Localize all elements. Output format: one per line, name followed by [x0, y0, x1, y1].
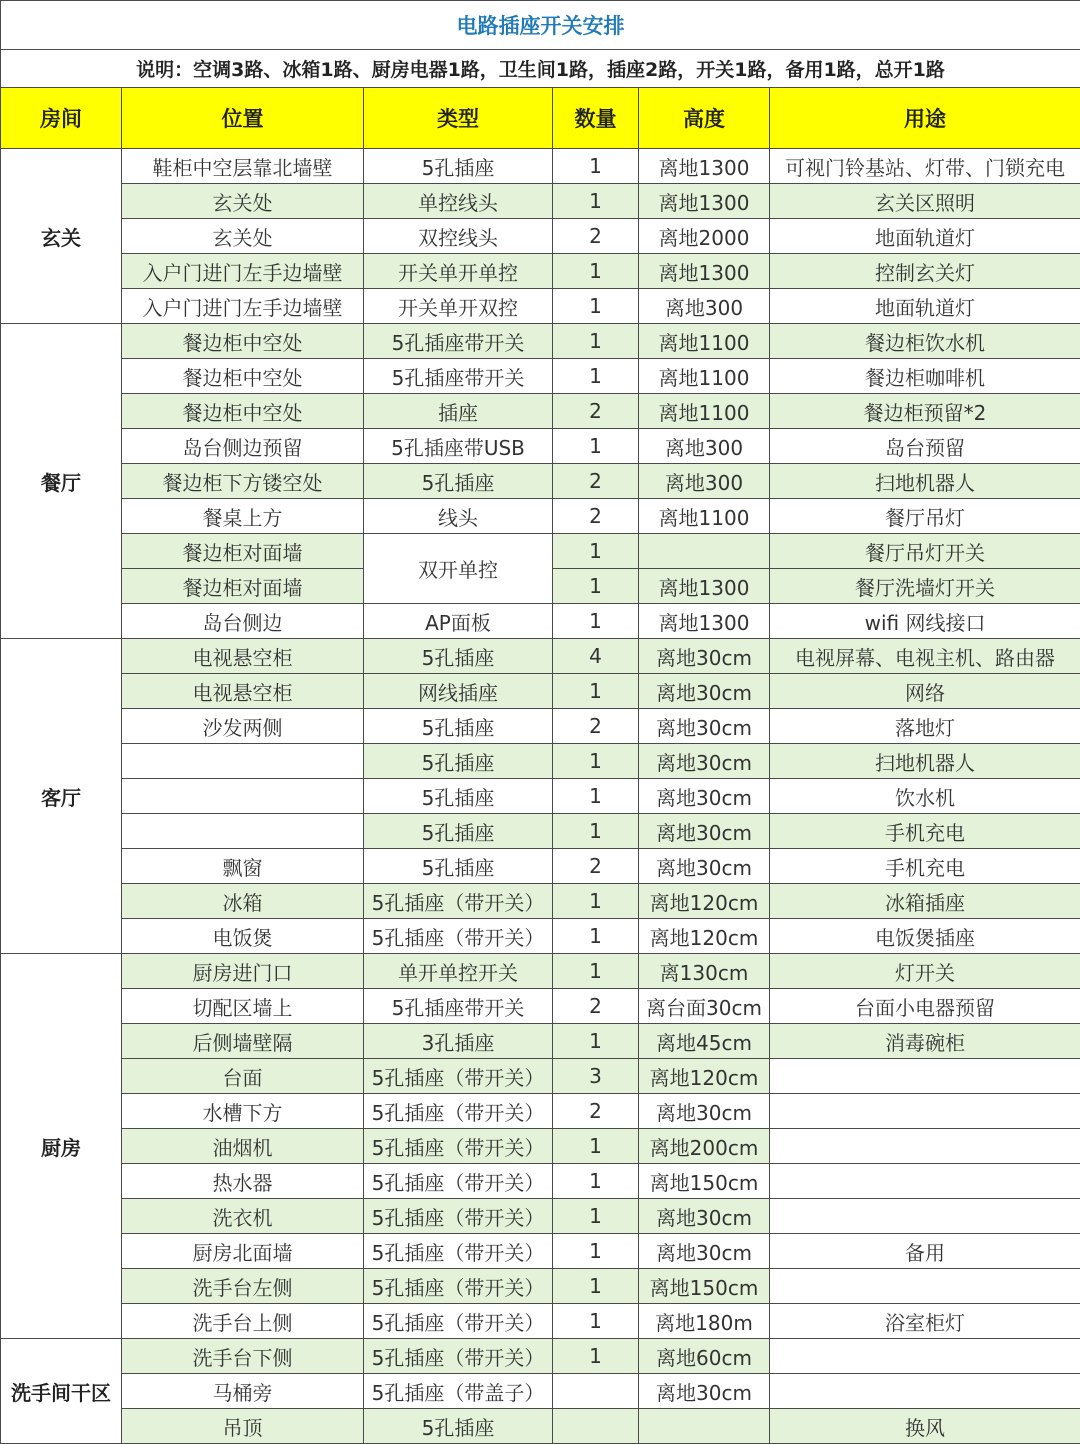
height-cell: 离地30cm — [639, 779, 770, 814]
type-cell: 5孔插座（带开关） — [364, 1129, 553, 1164]
quantity-cell: 1 — [553, 1129, 639, 1164]
header-usage: 用途 — [770, 88, 1080, 149]
height-cell: 离地120cm — [639, 1059, 770, 1094]
usage-cell: 餐边柜饮水机 — [770, 324, 1080, 359]
table-row — [1, 534, 1080, 569]
position-cell: 入户门进门左手边墙壁 — [122, 289, 364, 324]
table-row — [1, 1024, 1080, 1059]
table-row — [1, 324, 1080, 359]
table-row — [1, 1059, 1080, 1094]
table-note: 说明：空调3路、冰箱1路、厨房电器1路，卫生间1路，插座2路，开关1路，备用1路，总开1路 — [1, 50, 1080, 88]
type-cell: 双控线头 — [364, 219, 553, 254]
quantity-cell: 2 — [553, 989, 639, 1024]
quantity-cell: 1 — [553, 1164, 639, 1199]
type-cell: 插座 — [364, 394, 553, 429]
usage-cell — [770, 1164, 1080, 1199]
position-cell: 水槽下方 — [122, 1094, 364, 1129]
height-cell: 离地30cm — [639, 814, 770, 849]
height-cell: 离地180m — [639, 1304, 770, 1339]
type-cell: 线头 — [364, 499, 553, 534]
quantity-cell: 1 — [553, 149, 639, 184]
usage-cell: 地面轨道灯 — [770, 289, 1080, 324]
position-cell: 洗衣机 — [122, 1199, 364, 1234]
quantity-cell: 1 — [553, 324, 639, 359]
quantity-cell: 1 — [553, 184, 639, 219]
position-cell: 玄关处 — [122, 219, 364, 254]
table-row — [1, 219, 1080, 254]
usage-cell: 消毒碗柜 — [770, 1024, 1080, 1059]
quantity-cell: 1 — [553, 779, 639, 814]
quantity-cell: 1 — [553, 534, 639, 569]
table-row — [1, 254, 1080, 289]
type-cell: 5孔插座（带盖子） — [364, 1374, 553, 1409]
quantity-cell: 2 — [553, 219, 639, 254]
quantity-cell: 2 — [553, 709, 639, 744]
height-cell: 离地1300 — [639, 569, 770, 604]
type-cell: 5孔插座（带开关） — [364, 1199, 553, 1234]
type-cell: 5孔插座 — [364, 814, 553, 849]
usage-cell: 地面轨道灯 — [770, 219, 1080, 254]
usage-cell: 浴室柜灯 — [770, 1304, 1080, 1339]
type-cell: 单开单控开关 — [364, 954, 553, 989]
type-cell: 5孔插座（带开关） — [364, 919, 553, 954]
type-cell: 5孔插座 — [364, 639, 553, 674]
height-cell: 离地1100 — [639, 359, 770, 394]
header-type: 类型 — [364, 88, 553, 149]
position-cell: 餐边柜中空处 — [122, 324, 364, 359]
table-row — [1, 289, 1080, 324]
table-row — [1, 464, 1080, 499]
usage-cell — [770, 1199, 1080, 1234]
type-cell: 开关单开双控 — [364, 289, 553, 324]
table-row — [1, 849, 1080, 884]
quantity-cell: 1 — [553, 744, 639, 779]
usage-cell: wifi 网线接口 — [770, 604, 1080, 639]
position-cell: 厨房北面墙 — [122, 1234, 364, 1269]
table-row — [1, 604, 1080, 639]
room-cell-dining: 餐厅 — [1, 324, 122, 639]
usage-cell — [770, 1129, 1080, 1164]
table-row — [1, 359, 1080, 394]
room-cell-living: 客厅 — [1, 639, 122, 954]
type-cell: 5孔插座 — [364, 744, 553, 779]
height-cell: 离地1100 — [639, 324, 770, 359]
usage-cell: 灯开关 — [770, 954, 1080, 989]
usage-cell: 换风 — [770, 1409, 1080, 1444]
position-cell: 马桶旁 — [122, 1374, 364, 1409]
position-cell: 鞋柜中空层靠北墙壁 — [122, 149, 364, 184]
height-cell: 离地1100 — [639, 394, 770, 429]
header-quantity: 数量 — [553, 88, 639, 149]
type-cell: 网线插座 — [364, 674, 553, 709]
height-cell: 离地30cm — [639, 709, 770, 744]
header-position: 位置 — [122, 88, 364, 149]
height-cell: 离地30cm — [639, 1374, 770, 1409]
position-cell: 洗手台上侧 — [122, 1304, 364, 1339]
position-cell — [122, 779, 364, 814]
type-cell: 双开单控 — [364, 534, 553, 604]
type-cell: 5孔插座 — [364, 464, 553, 499]
height-cell: 离地2000 — [639, 219, 770, 254]
usage-cell: 冰箱插座 — [770, 884, 1080, 919]
type-cell: 5孔插座带开关 — [364, 989, 553, 1024]
height-cell: 离地150cm — [639, 1164, 770, 1199]
height-cell — [639, 534, 770, 569]
position-cell — [122, 744, 364, 779]
header-height: 高度 — [639, 88, 770, 149]
usage-cell: 落地灯 — [770, 709, 1080, 744]
room-cell-washroom: 洗手间干区 — [1, 1339, 122, 1444]
type-cell: 5孔插座（带开关） — [364, 1339, 553, 1374]
usage-cell: 手机充电 — [770, 814, 1080, 849]
usage-cell: 扫地机器人 — [770, 744, 1080, 779]
table-row — [1, 989, 1080, 1024]
table-row — [1, 1234, 1080, 1269]
table-row — [1, 149, 1080, 184]
type-cell: AP面板 — [364, 604, 553, 639]
usage-cell: 可视门铃基站、灯带、门锁充电 — [770, 149, 1080, 184]
position-cell: 洗手台左侧 — [122, 1269, 364, 1304]
quantity-cell: 2 — [553, 464, 639, 499]
position-cell: 冰箱 — [122, 884, 364, 919]
usage-cell: 扫地机器人 — [770, 464, 1080, 499]
quantity-cell: 1 — [553, 674, 639, 709]
table-row — [1, 1339, 1080, 1374]
type-cell: 5孔插座（带开关） — [364, 1269, 553, 1304]
table-title: 电路插座开关安排 — [1, 1, 1080, 50]
usage-cell — [770, 1374, 1080, 1409]
quantity-cell: 1 — [553, 1199, 639, 1234]
height-cell — [639, 1409, 770, 1444]
height-cell: 离地30cm — [639, 744, 770, 779]
quantity-cell: 2 — [553, 394, 639, 429]
position-cell: 厨房进门口 — [122, 954, 364, 989]
usage-cell: 备用 — [770, 1234, 1080, 1269]
position-cell: 电视悬空柜 — [122, 639, 364, 674]
type-cell: 5孔插座带开关 — [364, 359, 553, 394]
quantity-cell: 1 — [553, 814, 639, 849]
quantity-cell: 1 — [553, 289, 639, 324]
position-cell: 餐边柜对面墙 — [122, 534, 364, 569]
table-row — [1, 954, 1080, 989]
quantity-cell: 1 — [553, 884, 639, 919]
position-cell: 电饭煲 — [122, 919, 364, 954]
header-room: 房间 — [1, 88, 122, 149]
quantity-cell: 1 — [553, 919, 639, 954]
type-cell: 5孔插座带开关 — [364, 324, 553, 359]
height-cell: 离台面30cm — [639, 989, 770, 1024]
quantity-cell: 4 — [553, 639, 639, 674]
usage-cell: 餐边柜预留*2 — [770, 394, 1080, 429]
height-cell: 离地300 — [639, 464, 770, 499]
usage-cell — [770, 1269, 1080, 1304]
position-cell: 餐桌上方 — [122, 499, 364, 534]
quantity-cell — [553, 1409, 639, 1444]
table-row — [1, 674, 1080, 709]
table-row — [1, 639, 1080, 674]
usage-cell: 岛台预留 — [770, 429, 1080, 464]
position-cell: 后侧墙壁隔 — [122, 1024, 364, 1059]
table-row — [1, 1374, 1080, 1409]
height-cell: 离地1300 — [639, 184, 770, 219]
height-cell: 离地1300 — [639, 149, 770, 184]
height-cell: 离地30cm — [639, 849, 770, 884]
height-cell: 离地60cm — [639, 1339, 770, 1374]
type-cell: 5孔插座 — [364, 849, 553, 884]
usage-cell: 餐厅吊灯开关 — [770, 534, 1080, 569]
type-cell: 5孔插座 — [364, 1409, 553, 1444]
position-cell: 切配区墙上 — [122, 989, 364, 1024]
position-cell: 餐边柜对面墙 — [122, 569, 364, 604]
usage-cell: 电视屏幕、电视主机、路由器 — [770, 639, 1080, 674]
position-cell: 沙发两侧 — [122, 709, 364, 744]
quantity-cell: 1 — [553, 954, 639, 989]
usage-cell: 餐厅吊灯 — [770, 499, 1080, 534]
height-cell: 离地1300 — [639, 604, 770, 639]
quantity-cell: 1 — [553, 429, 639, 464]
quantity-cell: 1 — [553, 569, 639, 604]
quantity-cell: 1 — [553, 604, 639, 639]
quantity-cell: 1 — [553, 1339, 639, 1374]
quantity-cell: 1 — [553, 1024, 639, 1059]
position-cell: 餐边柜中空处 — [122, 394, 364, 429]
table-row — [1, 394, 1080, 429]
usage-cell: 控制玄关灯 — [770, 254, 1080, 289]
table-row — [1, 1094, 1080, 1129]
position-cell — [122, 814, 364, 849]
height-cell: 离地30cm — [639, 1199, 770, 1234]
quantity-cell: 1 — [553, 1304, 639, 1339]
table-row — [1, 1164, 1080, 1199]
height-cell: 离地30cm — [639, 674, 770, 709]
height-cell: 离地45cm — [639, 1024, 770, 1059]
usage-cell: 餐厅洗墙灯开关 — [770, 569, 1080, 604]
height-cell: 离130cm — [639, 954, 770, 989]
table-row — [1, 499, 1080, 534]
table-row — [1, 919, 1080, 954]
usage-cell: 台面小电器预留 — [770, 989, 1080, 1024]
height-cell: 离地1100 — [639, 499, 770, 534]
usage-cell — [770, 1059, 1080, 1094]
quantity-cell: 3 — [553, 1059, 639, 1094]
usage-cell: 饮水机 — [770, 779, 1080, 814]
quantity-cell — [553, 1374, 639, 1409]
position-cell: 吊顶 — [122, 1409, 364, 1444]
quantity-cell: 1 — [553, 359, 639, 394]
position-cell: 油烟机 — [122, 1129, 364, 1164]
room-cell-kitchen: 厨房 — [1, 954, 122, 1339]
table-row — [1, 779, 1080, 814]
position-cell: 入户门进门左手边墙壁 — [122, 254, 364, 289]
height-cell: 离地300 — [639, 289, 770, 324]
position-cell: 台面 — [122, 1059, 364, 1094]
table-row — [1, 1304, 1080, 1339]
height-cell: 离地30cm — [639, 1094, 770, 1129]
height-cell: 离地1300 — [639, 254, 770, 289]
type-cell: 5孔插座（带开关） — [364, 884, 553, 919]
table-row — [1, 1129, 1080, 1164]
height-cell: 离地30cm — [639, 1234, 770, 1269]
type-cell: 5孔插座（带开关） — [364, 1164, 553, 1199]
position-cell: 餐边柜中空处 — [122, 359, 364, 394]
position-cell: 飘窗 — [122, 849, 364, 884]
height-cell: 离地120cm — [639, 884, 770, 919]
type-cell: 单控线头 — [364, 184, 553, 219]
type-cell: 5孔插座 — [364, 779, 553, 814]
type-cell: 5孔插座（带开关） — [364, 1059, 553, 1094]
height-cell: 离地120cm — [639, 919, 770, 954]
room-cell-entrance: 玄关 — [1, 149, 122, 324]
usage-cell: 手机充电 — [770, 849, 1080, 884]
position-cell: 洗手台下侧 — [122, 1339, 364, 1374]
table-row — [1, 1199, 1080, 1234]
position-cell: 岛台侧边 — [122, 604, 364, 639]
table-row — [1, 1269, 1080, 1304]
type-cell: 5孔插座（带开关） — [364, 1234, 553, 1269]
table-row — [1, 709, 1080, 744]
usage-cell: 电饭煲插座 — [770, 919, 1080, 954]
position-cell: 餐边柜下方镂空处 — [122, 464, 364, 499]
type-cell: 5孔插座（带开关） — [364, 1094, 553, 1129]
type-cell: 5孔插座 — [364, 709, 553, 744]
table-row — [1, 744, 1080, 779]
quantity-cell: 1 — [553, 1234, 639, 1269]
height-cell: 离地200cm — [639, 1129, 770, 1164]
table-row — [1, 184, 1080, 219]
type-cell: 5孔插座（带开关） — [364, 1304, 553, 1339]
position-cell: 玄关处 — [122, 184, 364, 219]
usage-cell — [770, 1094, 1080, 1129]
table-row — [1, 884, 1080, 919]
height-cell: 离地30cm — [639, 639, 770, 674]
position-cell: 电视悬空柜 — [122, 674, 364, 709]
quantity-cell: 1 — [553, 1269, 639, 1304]
table-row — [1, 429, 1080, 464]
position-cell: 岛台侧边预留 — [122, 429, 364, 464]
type-cell: 5孔插座带USB — [364, 429, 553, 464]
usage-cell: 玄关区照明 — [770, 184, 1080, 219]
quantity-cell: 2 — [553, 499, 639, 534]
height-cell: 离地300 — [639, 429, 770, 464]
usage-cell — [770, 1339, 1080, 1374]
quantity-cell: 2 — [553, 1094, 639, 1129]
usage-cell: 网络 — [770, 674, 1080, 709]
quantity-cell: 2 — [553, 849, 639, 884]
usage-cell: 餐边柜咖啡机 — [770, 359, 1080, 394]
type-cell: 3孔插座 — [364, 1024, 553, 1059]
position-cell: 热水器 — [122, 1164, 364, 1199]
table-row — [1, 814, 1080, 849]
type-cell: 开关单开单控 — [364, 254, 553, 289]
table-row — [1, 1409, 1080, 1444]
type-cell: 5孔插座 — [364, 149, 553, 184]
quantity-cell: 1 — [553, 254, 639, 289]
height-cell: 离地150cm — [639, 1269, 770, 1304]
